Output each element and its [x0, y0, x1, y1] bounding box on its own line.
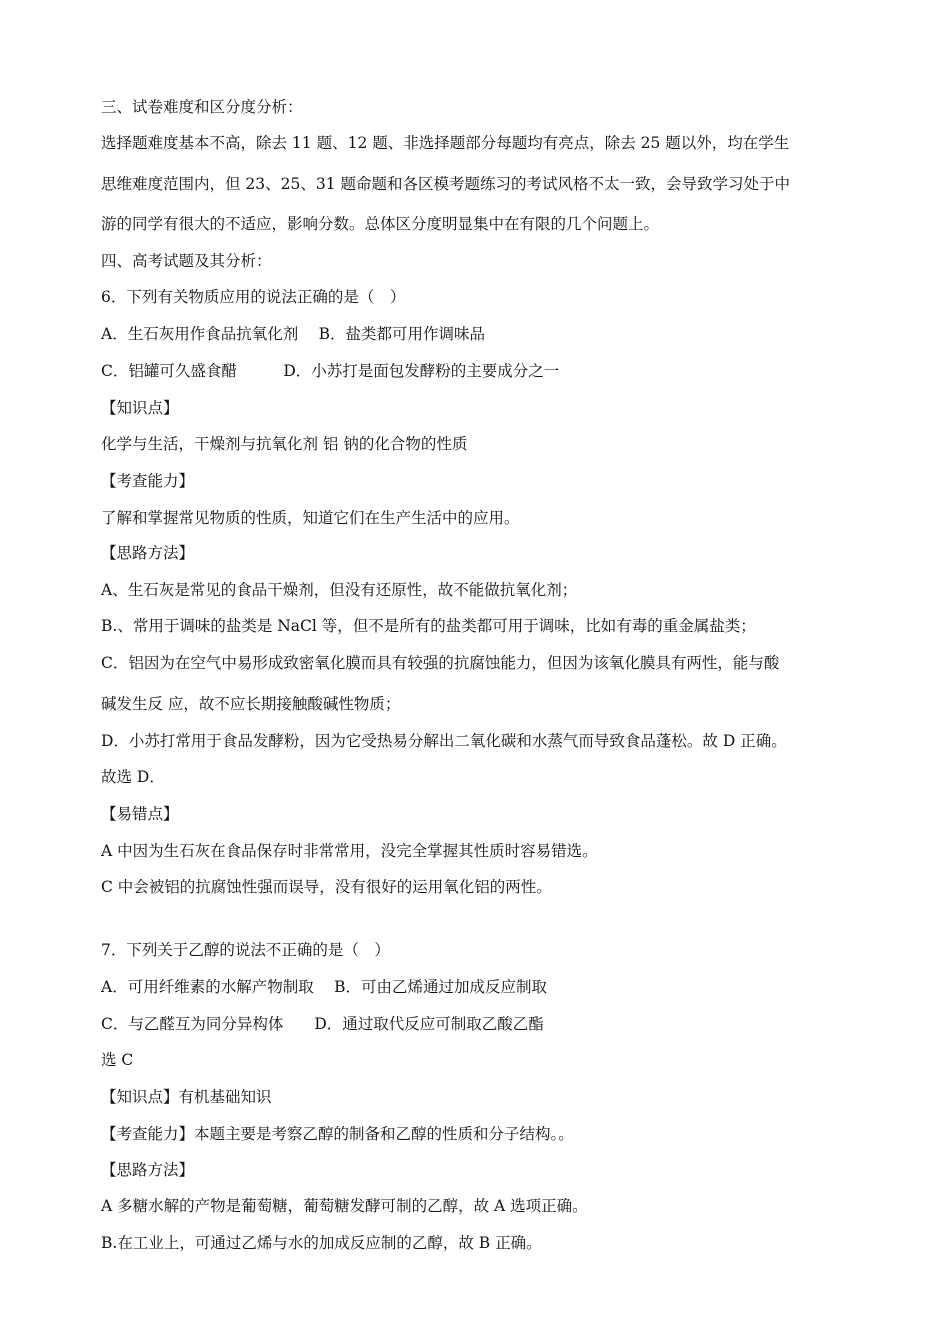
error-point-c: C 中会被铝的抗腐蚀性强而误导，没有很好的运用氧化铝的两性。	[101, 878, 552, 896]
paragraph-line: 游的同学有很大的不适应，影响分数。总体区分度明显集中在有限的几个问题上。	[101, 215, 660, 233]
question-7-method-a: A 多糖水解的产物是葡萄糖，葡萄糖发酵可制的乙醇，故 A 选项正确。	[101, 1197, 588, 1215]
error-point-heading: 【易错点】	[101, 805, 179, 823]
method-line-d: D．小苏打常用于食品发酵粉，因为它受热易分解出二氧化碳和水蒸气而导致食品蓬松。故 D 正确。	[101, 732, 787, 750]
ability-heading: 【考查能力】	[101, 472, 195, 490]
question-7-method-b: B.在工业上，可通过乙烯与水的加成反应制的乙醇，故 B 正确。	[101, 1234, 542, 1252]
question-7-method-heading: 【思路方法】	[101, 1161, 195, 1179]
paragraph-line: 思维难度范围内，但 23、25、31 题命题和各区模考题练习的考试风格不太一致，会导致学习处于中	[101, 175, 791, 193]
answer-line: 故选 D．	[101, 768, 165, 786]
paragraph-line: 选择题难度基本不高，除去 11 题、12 题、非选择题部分每题均有亮点，除去 25 题以外，均在学生	[101, 134, 790, 152]
method-line-c: C．铝因为在空气中易形成致密氧化膜而具有较强的抗腐蚀能力，但因为该氧化膜具有两性，能与酸	[101, 654, 780, 672]
question-6-stem: 6．下列有关物质应用的说法正确的是（ ）	[101, 288, 406, 306]
section-heading-analysis: 四、高考试题及其分析：	[101, 252, 272, 270]
section-heading-difficulty: 三、试卷难度和区分度分析：	[101, 98, 303, 116]
method-heading: 【思路方法】	[101, 544, 195, 562]
question-7-knowledge: 【知识点】有机基础知识	[101, 1088, 272, 1106]
question-7-options-ab: A．可用纤维素的水解产物制取 B．可由乙烯通过加成反应制取	[101, 978, 548, 996]
method-line-b: B.、常用于调味的盐类是 NaCl 等，但不是所有的盐类都可用于调味，比如有毒的重金属盐类；	[101, 617, 756, 635]
method-line-c-cont: 碱发生反 应，故不应长期接触酸碱性物质；	[101, 695, 401, 713]
question-7-ability: 【考查能力】本题主要是考察乙醇的制备和乙醇的性质和分子结构。。	[101, 1125, 574, 1143]
error-point-a: A 中因为生石灰在食品保存时非常常用，没完全掌握其性质时容易错选。	[101, 842, 598, 860]
question-6-options-ab: A．生石灰用作食品抗氧化剂 B．盐类都可用作调味品	[101, 325, 486, 343]
knowledge-point-text: 化学与生活，干燥剂与抗氧化剂 铝 钠的化合物的性质	[101, 435, 468, 453]
ability-text: 了解和掌握常见物质的性质，知道它们在生产生活中的应用。	[101, 509, 520, 527]
question-6-options-cd: C．铝罐可久盛食醋 D．小苏打是面包发酵粉的主要成分之一	[101, 362, 560, 380]
method-line-a: A、生石灰是常见的食品干燥剂，但没有还原性，故不能做抗氧化剂；	[101, 581, 578, 599]
question-7-answer: 选 C	[101, 1051, 134, 1069]
knowledge-point-heading: 【知识点】	[101, 399, 179, 417]
question-7-options-cd: C．与乙醛互为同分异构体 D．通过取代反应可制取乙酸乙酯	[101, 1015, 544, 1033]
question-7-stem: 7．下列关于乙醇的说法不正确的是（ ）	[101, 941, 390, 959]
